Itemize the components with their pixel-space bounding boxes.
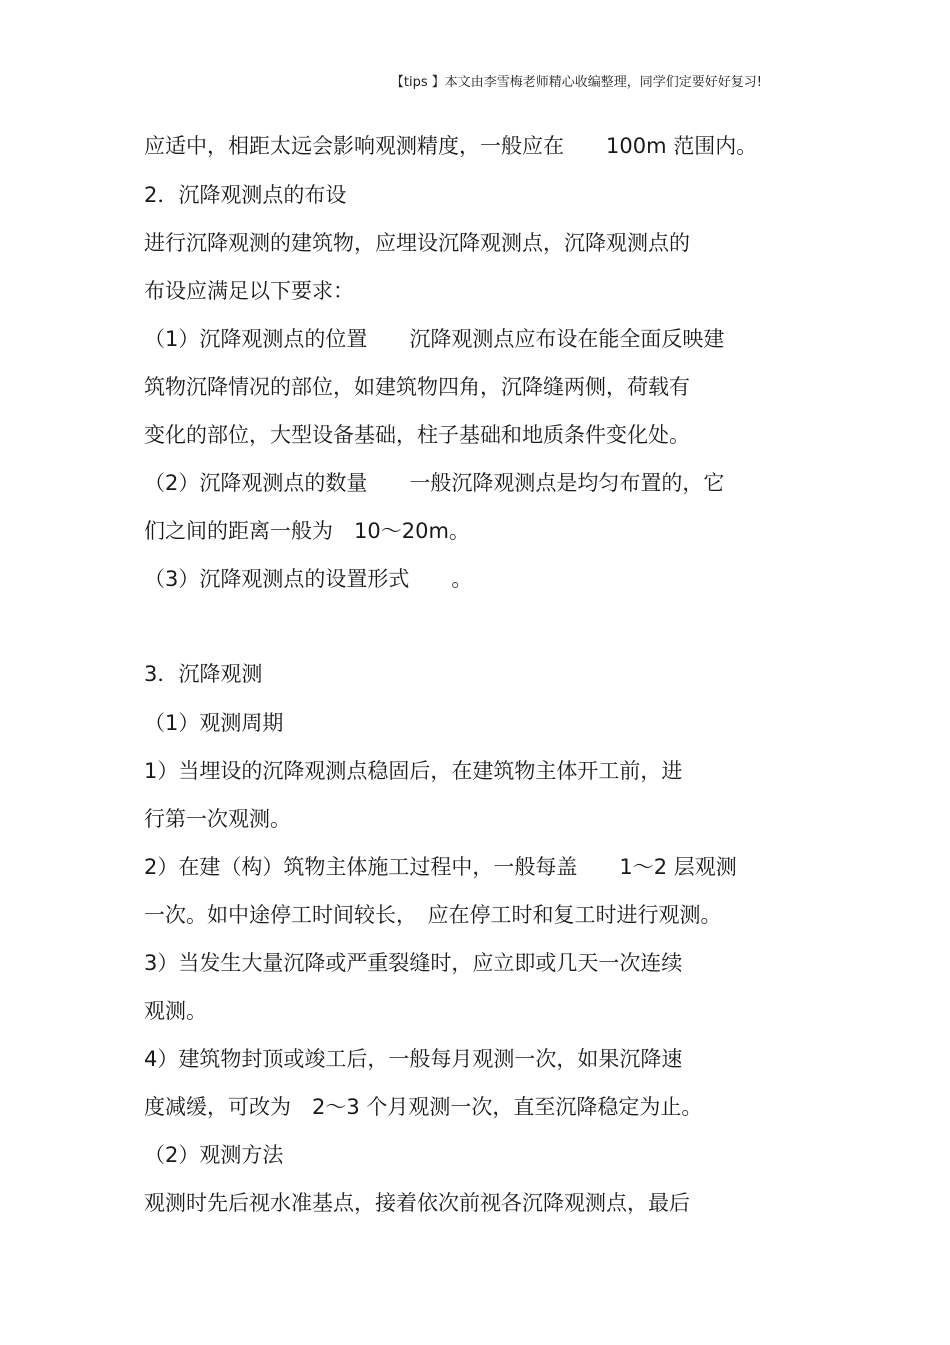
section-heading: 2．沉降观测点的布设 [144, 183, 347, 207]
text-line: 应适中，相距太远会影响观测精度，一般应在 100m 范围内。 [144, 134, 758, 158]
text-line: （2）观测方法 [144, 1143, 284, 1167]
text-line: （3）沉降观测点的设置形式 。 [144, 567, 473, 591]
text-line: 行第一次观测。 [144, 807, 291, 831]
text-line: 4）建筑物封顶或竣工后，一般每月观测一次，如果沉降速 [144, 1047, 683, 1071]
text-line: 布设应满足以下要求： [144, 279, 354, 303]
section-heading: 3．沉降观测 [144, 662, 263, 686]
text-line: 们之间的距离一般为 10～20m。 [144, 519, 470, 543]
text-line: （2）沉降观测点的数量 一般沉降观测点是均匀布置的，它 [144, 471, 725, 495]
text-line: 1）当埋设的沉降观测点稳固后，在建筑物主体开工前，进 [144, 759, 683, 783]
text-line: （1）观测周期 [144, 711, 284, 735]
header-tip: 【tips 】本文由李雪梅老师精心收编整理，同学们定要好好复习! [390, 75, 762, 90]
text-line: （1）沉降观测点的位置 沉降观测点应布设在能全面反映建 [144, 327, 725, 351]
text-line: 观测。 [144, 999, 207, 1023]
text-line: 2）在建（构）筑物主体施工过程中，一般每盖 1～2 层观测 [144, 855, 737, 879]
text-line: 度减缓，可改为 2～3 个月观测一次，直至沉降稳定为止。 [144, 1095, 703, 1119]
text-line: 观测时先后视水准基点，接着依次前视各沉降观测点，最后 [144, 1191, 690, 1215]
text-line: 筑物沉降情况的部位，如建筑物四角，沉降缝两侧，荷载有 [144, 375, 690, 399]
text-line: 一次。如中途停工时间较长， 应在停工时和复工时进行观测。 [144, 903, 722, 927]
text-line: 3）当发生大量沉降或严重裂缝时，应立即或几天一次连续 [144, 951, 683, 975]
text-line: 进行沉降观测的建筑物，应埋设沉降观测点，沉降观测点的 [144, 231, 690, 255]
text-line: 变化的部位，大型设备基础，柱子基础和地质条件变化处。 [144, 423, 690, 447]
